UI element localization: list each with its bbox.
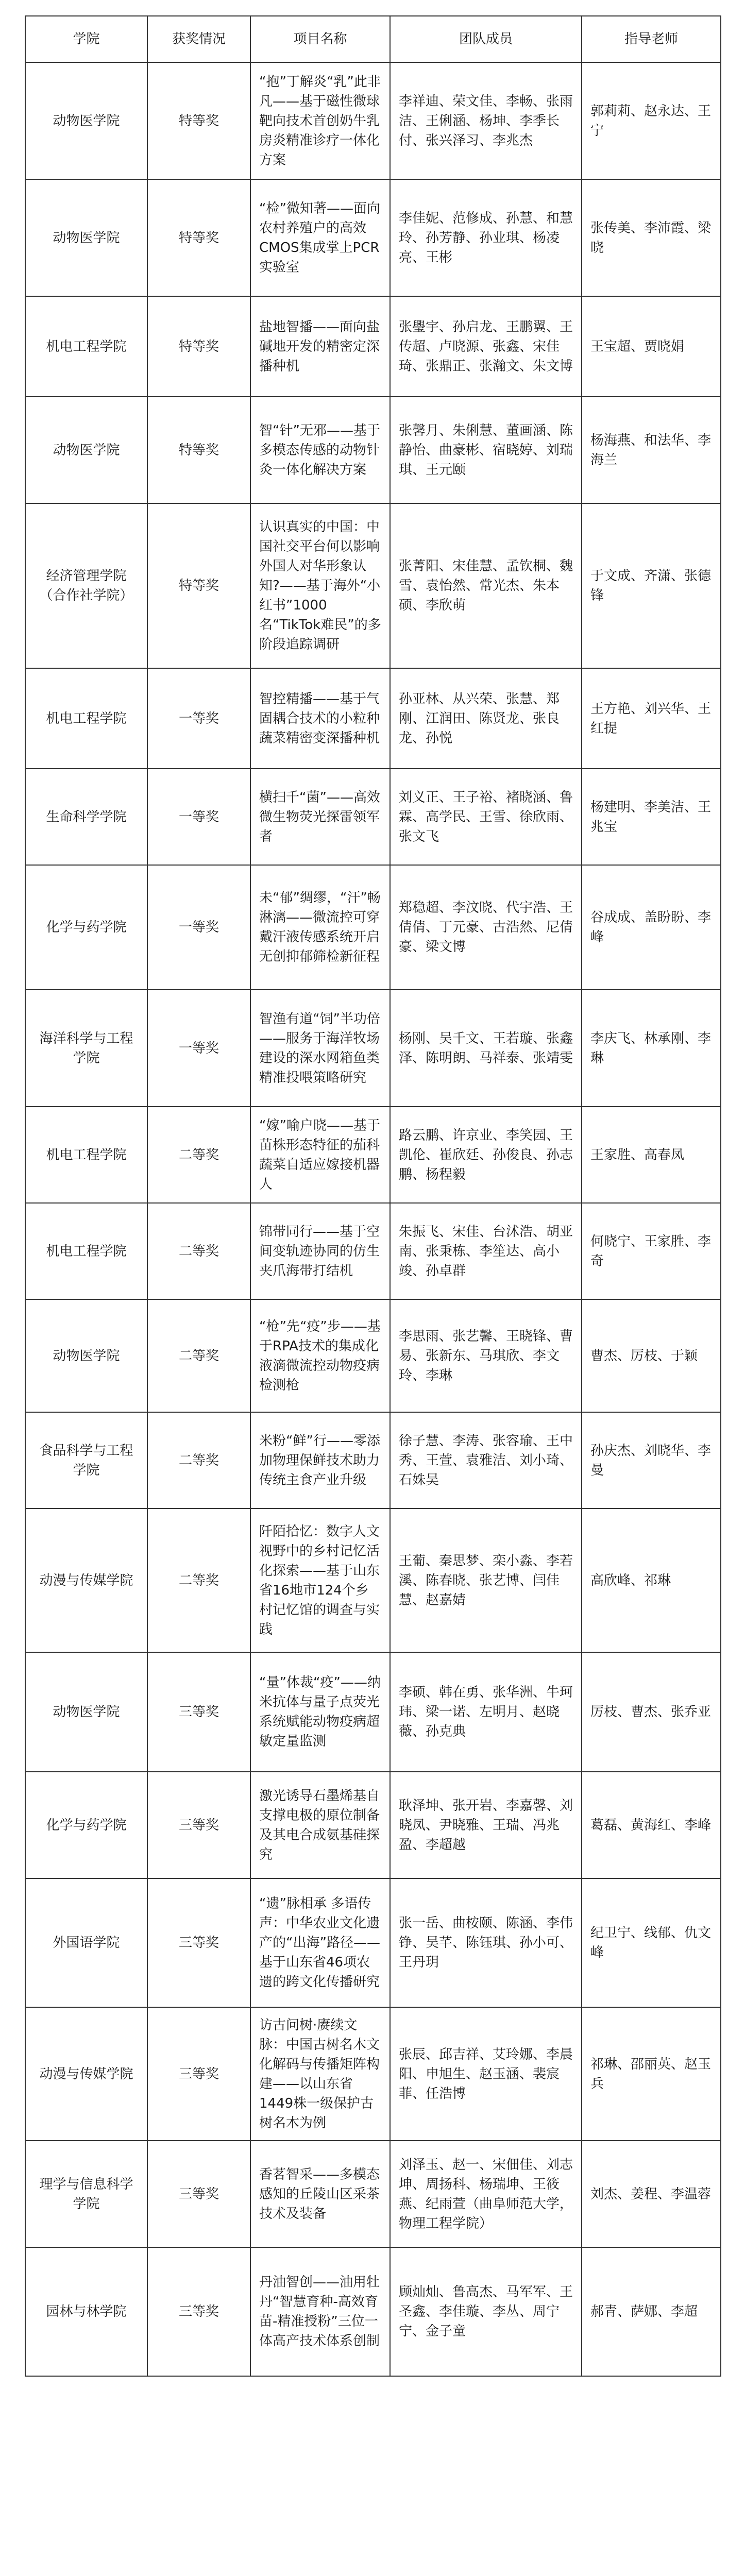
table-row <box>25 1412 721 1509</box>
members-cell-text: 王葡、秦思梦、栾小淼、李若溪、陈春晓、张艺博、闫佳慧、赵嘉婧 <box>399 1553 573 1608</box>
members-cell-text: 耿泽坤、张开岩、李嘉馨、刘晓凤、尹晓雅、王瑞、冯兆盈、李超越 <box>399 1798 573 1853</box>
college-cell <box>25 1203 147 1299</box>
award-cell <box>147 2141 250 2247</box>
college-cell-text: 生命科学学院 <box>46 809 127 825</box>
table-row <box>25 1509 721 1652</box>
advisors-cell-text: 祁琳、邵丽英、赵玉兵 <box>590 2056 712 2092</box>
advisors-cell <box>582 1652 721 1772</box>
members-cell-text: 张一岳、曲桉颐、陈涵、李伟铮、吴芊、陈钰琪、孙小可、王丹玥 <box>399 1916 573 1970</box>
project-cell <box>250 1878 390 2007</box>
college-cell-text: 动物医学院 <box>53 113 120 129</box>
project-cell <box>250 1299 390 1412</box>
award-cell <box>147 1772 250 1878</box>
members-cell <box>390 1412 582 1509</box>
award-cell <box>147 503 250 668</box>
advisors-cell <box>582 397 721 503</box>
advisors-cell-text: 葛磊、黄海红、李峰 <box>590 1817 712 1833</box>
members-cell <box>390 2141 582 2247</box>
college-cell-text: 食品科学与工程学院 <box>39 1443 133 1478</box>
members-cell <box>390 2007 582 2141</box>
award-cell-text: 一等奖 <box>178 1040 219 1056</box>
members-cell-text: 李祥迪、荣文佳、李畅、张雨洁、王俐涵、杨坤、李季长付、张兴泽习、李兆杰 <box>399 93 573 148</box>
award-cell <box>147 769 250 865</box>
project-cell-text: “嫁”喻户晓——基于苗株形态特征的茄科蔬菜自适应嫁接机器人 <box>259 1117 380 1192</box>
project-cell-text: 盐地智播——面向盐碱地开发的精密定深播种机 <box>259 319 380 374</box>
table-row <box>25 179 721 296</box>
members-cell-text: 郑稳超、李汶晓、代宇浩、王倩倩、丁元豪、古浩然、尼倩豪、梁文博 <box>399 900 573 955</box>
advisors-cell-text: 郭莉莉、赵永达、王宁 <box>590 103 712 139</box>
members-cell-text: 李思雨、张艺馨、王晓锋、曹易、张新东、马琪欣、李文玲、李琳 <box>399 1328 573 1383</box>
members-cell-text: 张辰、邱吉祥、艾玲娜、李晨阳、申旭生、赵玉涵、裴宸菲、任浩博 <box>399 2046 573 2102</box>
project-cell <box>250 1412 390 1509</box>
advisors-cell-text: 纪卫宁、线郁、仇文峰 <box>590 1925 712 1960</box>
members-cell-text: 李硕、韩在勇、张华洲、牛珂玮、梁一诺、左明月、赵晓薇、孙克典 <box>399 1685 573 1739</box>
table-row <box>25 503 721 668</box>
advisors-cell <box>582 179 721 296</box>
advisors-cell <box>582 1509 721 1652</box>
members-cell-text: 朱振飞、宋佳、台沭浩、胡亚南、张秉栋、李笙达、高小竣、孙卓群 <box>399 1224 573 1279</box>
award-cell-text: 三等奖 <box>178 1817 219 1833</box>
college-cell-text: 化学与药学院 <box>46 920 127 935</box>
project-cell <box>250 1652 390 1772</box>
advisors-cell <box>582 769 721 865</box>
members-cell <box>390 2247 582 2376</box>
advisors-cell <box>582 1878 721 2007</box>
college-cell <box>25 503 147 668</box>
college-cell <box>25 769 147 865</box>
project-cell <box>250 2141 390 2247</box>
college-cell <box>25 62 147 179</box>
award-cell-text: 一等奖 <box>178 809 219 825</box>
members-cell <box>390 1652 582 1772</box>
table-row <box>25 2007 721 2141</box>
award-cell <box>147 1107 250 1203</box>
advisors-cell-text: 于文成、齐潇、张德锋 <box>590 568 712 603</box>
college-cell <box>25 2007 147 2141</box>
members-cell <box>390 1509 582 1652</box>
college-cell-text: 经济管理学院（合作社学院） <box>39 568 133 603</box>
college-cell <box>25 1772 147 1878</box>
advisors-cell <box>582 296 721 397</box>
members-cell-text: 李佳妮、范修成、孙慧、和慧玲、孙芳静、孙业琪、杨凌亮、王彬 <box>399 210 573 265</box>
college-cell <box>25 1509 147 1652</box>
award-cell <box>147 397 250 503</box>
members-cell-text: 孙亚林、从兴荣、张慧、郑刚、江润田、陈贤龙、张良龙、孙悦 <box>399 691 560 746</box>
award-cell-text: 二等奖 <box>178 1348 219 1364</box>
table-row <box>25 1878 721 2007</box>
project-cell-text: 米粉“鲜”行——零添加物理保鲜技术助力传统主食产业升级 <box>259 1433 380 1488</box>
project-cell-text: “检”微知著——面向农村养殖户的高效CMOS集成掌上PCR实验室 <box>259 200 380 275</box>
college-cell-text: 动漫与传媒学院 <box>39 1572 133 1588</box>
table-row <box>25 2141 721 2247</box>
award-cell <box>147 1299 250 1412</box>
advisors-cell-text: 曹杰、厉枝、于颖 <box>590 1348 698 1364</box>
project-cell <box>250 1107 390 1203</box>
award-cell <box>147 2007 250 2141</box>
project-cell <box>250 179 390 296</box>
project-cell-text: 智“针”无邪——基于多模态传感的动物针灸一体化解决方案 <box>259 422 380 478</box>
award-cell-text: 一等奖 <box>178 920 219 935</box>
award-cell <box>147 1509 250 1652</box>
advisors-cell-text: 孙庆杰、刘晓华、李曼 <box>590 1443 712 1478</box>
advisors-cell <box>582 2007 721 2141</box>
award-cell <box>147 2247 250 2376</box>
college-cell-text: 机电工程学院 <box>46 710 127 726</box>
college-cell-text: 动物医学院 <box>53 1704 120 1720</box>
award-cell <box>147 62 250 179</box>
college-cell-text: 海洋科学与工程学院 <box>39 1030 133 1066</box>
project-cell-text: 锦带同行——基于空间变轨迹协同的仿生夹爪海带打结机 <box>259 1224 380 1279</box>
project-cell-text: 智控精播——基于气固耦合技术的小粒种蔬菜精密变深播种机 <box>259 691 380 746</box>
college-cell-text: 外国语学院 <box>53 1935 120 1951</box>
table-row <box>25 865 721 990</box>
project-cell-text: 认识真实的中国：中国社交平台何以影响外国人对华形象认知?——基于海外“小红书”1000名“TikTok难民”的多阶段追踪调研 <box>259 519 381 652</box>
project-cell-text: 智渔有道“饲”半功倍——服务于海洋牧场建设的深水网箱鱼类精准投喂策略研究 <box>259 1011 380 1086</box>
advisors-cell-text: 王宝超、贾晓娟 <box>590 338 685 354</box>
award-cell-text: 二等奖 <box>178 1147 219 1163</box>
members-cell <box>390 1107 582 1203</box>
award-cell <box>147 990 250 1107</box>
college-cell <box>25 2247 147 2376</box>
members-cell <box>390 1772 582 1878</box>
award-cell <box>147 1652 250 1772</box>
award-cell-text: 特等奖 <box>178 113 219 129</box>
college-cell <box>25 865 147 990</box>
awards-table <box>25 15 721 2377</box>
members-cell <box>390 397 582 503</box>
college-cell-text: 动物医学院 <box>53 1348 120 1364</box>
award-cell-text: 三等奖 <box>178 2304 219 2319</box>
project-cell-text: 丹油智创——油用牡丹“智慧育种-高效育苗-精准授粉”三位一体高产技术体系创制 <box>259 2275 380 2349</box>
project-cell-text: “枪”先“疫”步——基于RPA技术的集成化液滴微流控动物疫病检测枪 <box>259 1318 381 1393</box>
college-cell-text: 动漫与传媒学院 <box>39 2066 133 2082</box>
advisors-cell <box>582 1107 721 1203</box>
college-cell <box>25 1107 147 1203</box>
advisors-cell <box>582 503 721 668</box>
award-cell <box>147 1203 250 1299</box>
award-cell-text: 二等奖 <box>178 1572 219 1588</box>
award-cell-text: 特等奖 <box>178 442 219 458</box>
college-cell <box>25 296 147 397</box>
advisors-cell-text: 刘杰、姜程、李温蓉 <box>590 2186 712 2202</box>
college-cell-text: 机电工程学院 <box>46 338 127 354</box>
advisors-cell-text: 杨海燕、和法华、李海兰 <box>590 432 712 468</box>
award-cell <box>147 1878 250 2007</box>
members-cell-text: 刘义正、王子裕、褚晓涵、鲁霖、高学民、王雪、徐欣雨、张文飞 <box>399 789 573 844</box>
members-cell <box>390 769 582 865</box>
advisors-cell <box>582 2247 721 2376</box>
college-cell <box>25 179 147 296</box>
award-cell-text: 特等奖 <box>178 230 219 246</box>
award-cell <box>147 179 250 296</box>
award-cell-text: 三等奖 <box>178 2066 219 2082</box>
award-cell <box>147 865 250 990</box>
members-cell-text: 杨刚、吴千文、王若璇、张鑫泽、陈明朗、马祥泰、张靖雯 <box>399 1030 573 1066</box>
advisors-cell <box>582 1203 721 1299</box>
project-cell-text: 激光诱导石墨烯基自支撑电极的原位制备及其电合成氨基硅探究 <box>259 1788 380 1862</box>
award-cell-text: 特等奖 <box>178 578 219 594</box>
project-cell-text: 访古问树·赓续文脉：中国古树名木文化解码与传播矩阵构建——以山东省1449株一级保护古树名木为例 <box>259 2017 380 2131</box>
members-cell <box>390 296 582 397</box>
table-row <box>25 769 721 865</box>
advisors-cell <box>582 990 721 1107</box>
advisors-cell <box>582 2141 721 2247</box>
advisors-cell-text: 杨建明、李美洁、王兆宝 <box>590 799 712 835</box>
project-cell <box>250 668 390 769</box>
college-cell-text: 园林与林学院 <box>46 2304 127 2319</box>
table-row <box>25 1772 721 1878</box>
college-cell-text: 化学与药学院 <box>46 1817 127 1833</box>
college-cell-text: 动物医学院 <box>53 230 120 246</box>
members-cell <box>390 179 582 296</box>
members-cell <box>390 990 582 1107</box>
members-cell <box>390 1878 582 2007</box>
table-row <box>25 1107 721 1203</box>
project-cell <box>250 990 390 1107</box>
members-cell <box>390 668 582 769</box>
table-row <box>25 1652 721 1772</box>
project-cell-text: 横扫千“菌”——高效微生物荧光探雷领军者 <box>259 789 380 844</box>
members-cell <box>390 1299 582 1412</box>
table-row <box>25 668 721 769</box>
award-cell-text: 二等奖 <box>178 1243 219 1259</box>
award-cell-text: 三等奖 <box>178 1704 219 1720</box>
members-cell <box>390 503 582 668</box>
advisors-cell-text: 厉枝、曹杰、张乔亚 <box>590 1704 712 1720</box>
members-cell-text: 路云鹏、许京业、李笑园、王凯伦、崔欣廷、孙俊良、孙志鹏、杨程毅 <box>399 1127 573 1182</box>
members-cell-text: 顾灿灿、鲁高杰、马军军、王圣鑫、李佳璇、李丛、周宁宁、金子童 <box>399 2284 573 2339</box>
project-cell <box>250 1772 390 1878</box>
college-cell-text: 动物医学院 <box>53 442 120 458</box>
table-row <box>25 62 721 179</box>
award-cell <box>147 296 250 397</box>
members-cell-text: 张璺宇、孙启龙、王鹏翼、王传超、卢晓源、张鑫、宋佳琦、张鼎正、张瀚文、朱文博 <box>399 319 573 374</box>
advisors-cell <box>582 1299 721 1412</box>
members-cell-text: 张菁阳、宋佳慧、孟钦桐、魏雪、袁怡然、常光杰、朱本硕、李欣萌 <box>399 558 573 613</box>
project-cell-text: “量”体裁“疫”——纳米抗体与量子点荧光系统赋能动物疫病超敏定量监测 <box>259 1675 381 1749</box>
advisors-cell-text: 谷成成、盖盼盼、李峰 <box>590 910 712 945</box>
college-cell-text: 机电工程学院 <box>46 1147 127 1163</box>
project-cell <box>250 503 390 668</box>
project-cell <box>250 62 390 179</box>
project-cell <box>250 1509 390 1652</box>
college-cell-text: 理学与信息科学学院 <box>39 2176 133 2212</box>
project-cell <box>250 1203 390 1299</box>
advisors-cell <box>582 1412 721 1509</box>
table-header-row <box>25 16 721 62</box>
header-members: 团队成员 <box>390 16 582 62</box>
header-project: 项目名称 <box>250 16 390 62</box>
award-cell-text: 三等奖 <box>178 1935 219 1951</box>
project-cell <box>250 397 390 503</box>
project-cell-text: “抱”丁解炎“乳”此非凡——基于磁性微球靶向技术首创奶牛乳房炎精准诊疗一体化方案 <box>259 74 381 168</box>
advisors-cell-text: 张传美、李沛霞、梁晓 <box>590 220 712 256</box>
members-cell <box>390 1203 582 1299</box>
members-cell-text: 徐子慧、李涛、张容瑜、王中秀、王萱、袁雅洁、刘小琦、石姝吴 <box>399 1433 573 1488</box>
header-college: 学院 <box>25 16 147 62</box>
table-row <box>25 296 721 397</box>
advisors-cell-text: 郝青、萨娜、李超 <box>590 2304 698 2319</box>
members-cell-text: 刘泽玉、赵一、宋佃佳、刘志坤、周扬科、杨瑞坤、王筱燕、纪雨萱（曲阜师范大学，物理工程学院） <box>399 2157 573 2231</box>
college-cell <box>25 1878 147 2007</box>
award-cell-text: 二等奖 <box>178 1452 219 1468</box>
advisors-cell-text: 王家胜、高春凤 <box>590 1147 685 1163</box>
table-row <box>25 990 721 1107</box>
award-cell-text: 一等奖 <box>178 710 219 726</box>
members-cell-text: 张馨月、朱俐慧、董画涵、陈静怡、曲豪彬、宿晓婷、刘瑞琪、王元颐 <box>399 422 573 478</box>
award-cell <box>147 1412 250 1509</box>
college-cell <box>25 1412 147 1509</box>
advisors-cell <box>582 1772 721 1878</box>
award-cell <box>147 668 250 769</box>
advisors-cell <box>582 668 721 769</box>
advisors-cell <box>582 62 721 179</box>
college-cell-text: 机电工程学院 <box>46 1243 127 1259</box>
header-advisors: 指导老师 <box>582 16 721 62</box>
advisors-cell-text: 高欣峰、祁琳 <box>590 1572 671 1588</box>
college-cell <box>25 668 147 769</box>
project-cell-text: “遗”脉相承 多语传声：中华农业文化遗产的“出海”路径——基于山东省46项农遗的跨文化传播研究 <box>259 1896 380 1990</box>
project-cell-text: 香茗智采——多模态感知的丘陵山区采茶技术及装备 <box>259 2166 380 2222</box>
project-cell-text: 未“郁”绸缪，“汗”畅淋漓——微流控可穿戴汗液传感系统开启无创抑郁筛检新征程 <box>259 890 381 964</box>
header-award: 获奖情况 <box>147 16 250 62</box>
members-cell <box>390 865 582 990</box>
college-cell <box>25 1299 147 1412</box>
advisors-cell-text: 何晓宁、王家胜、李奇 <box>590 1233 712 1269</box>
project-cell <box>250 296 390 397</box>
college-cell <box>25 2141 147 2247</box>
advisors-cell <box>582 865 721 990</box>
college-cell <box>25 990 147 1107</box>
award-cell-text: 特等奖 <box>178 338 219 354</box>
advisors-cell-text: 王方艳、刘兴华、王红提 <box>590 701 712 736</box>
college-cell <box>25 1652 147 1772</box>
project-cell <box>250 2007 390 2141</box>
table-row <box>25 397 721 503</box>
advisors-cell-text: 李庆飞、林承刚、李琳 <box>590 1030 712 1066</box>
award-cell-text: 三等奖 <box>178 2186 219 2202</box>
project-cell-text: 阡陌拾忆：数字人文视野中的乡村记忆活化探索——基于山东省16地市124个乡村记忆馆的调查与实践 <box>259 1523 380 1637</box>
members-cell <box>390 62 582 179</box>
college-cell <box>25 397 147 503</box>
project-cell <box>250 865 390 990</box>
project-cell <box>250 2247 390 2376</box>
table-row <box>25 1299 721 1412</box>
project-cell <box>250 769 390 865</box>
table-row <box>25 1203 721 1299</box>
table-row <box>25 2247 721 2376</box>
table-body <box>25 62 721 2376</box>
